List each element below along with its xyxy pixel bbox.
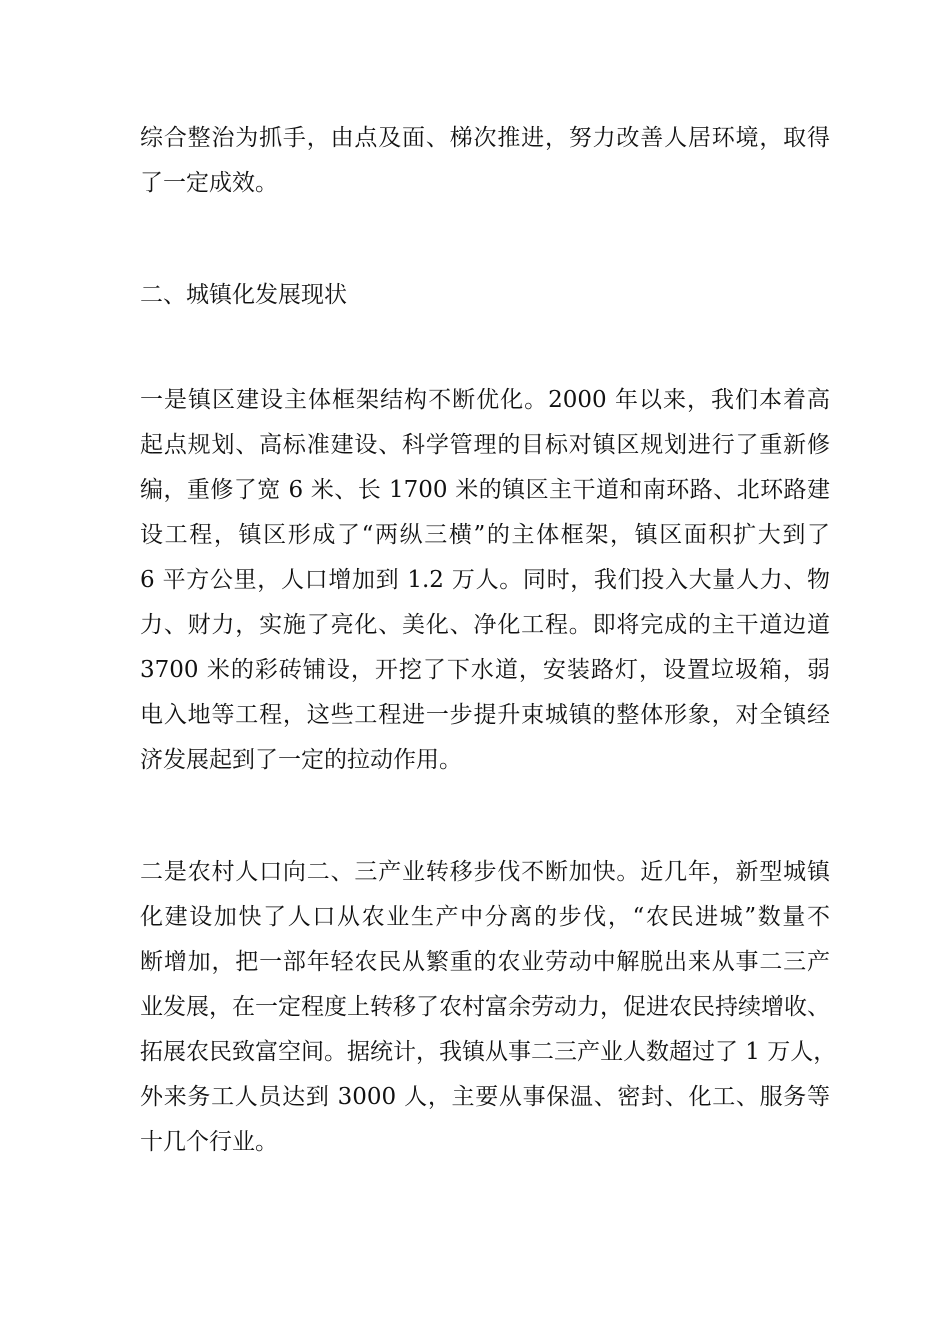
text-line: 十几个行业。 <box>140 1129 278 1155</box>
text-line: 综合整治为抓手，由点及面、梯次推进，努力改善人居环境，取得 <box>140 125 830 151</box>
text-line: 业发展，在一定程度上转移了农村富余劳动力，促进农民持续增收、 <box>140 994 830 1020</box>
text-line: 拓展农民致富空间。据统计，我镇从事二三产业人数超过了 1 万人， <box>140 1039 837 1065</box>
text-line: 了一定成效。 <box>140 170 278 196</box>
heading-text: 二、城镇化发展现状 <box>140 282 347 308</box>
text-line: 力、财力，实施了亮化、美化、净化工程。即将完成的主干道边道 <box>140 612 830 638</box>
text-line: 外来务工人员达到 3000 人，主要从事保温、密封、化工、服务等 <box>140 1084 830 1110</box>
text-line: 二是农村人口向二、三产业转移步伐不断加快。近几年，新型城镇 <box>140 859 830 885</box>
text-line: 3700 米的彩砖铺设，开挖了下水道，安装路灯，设置垃圾箱，弱 <box>140 657 830 683</box>
paragraph-intro-continuation <box>140 116 830 206</box>
text-line: 6 平方公里，人口增加到 1.2 万人。同时，我们投入大量人力、物 <box>140 567 830 593</box>
text-line: 电入地等工程，这些工程进一步提升束城镇的整体形象，对全镇经 <box>140 702 830 728</box>
text-line: 断增加，把一部年轻农民从繁重的农业劳动中解脱出来从事二三产 <box>140 949 830 975</box>
section-heading <box>140 273 830 318</box>
text-line: 济发展起到了一定的拉动作用。 <box>140 747 462 773</box>
paragraph-point-two <box>140 850 837 1165</box>
text-line: 一是镇区建设主体框架结构不断优化。2000 年以来，我们本着高 <box>140 387 830 413</box>
text-line: 起点规划、高标准建设、科学管理的目标对镇区规划进行了重新修 <box>140 432 830 458</box>
paragraph-point-one <box>140 378 830 783</box>
text-line: 编，重修了宽 6 米、长 1700 米的镇区主干道和南环路、北环路建 <box>140 477 830 503</box>
document-body <box>140 116 837 1165</box>
text-line: 设工程，镇区形成了“两纵三横”的主体框架，镇区面积扩大到了 <box>140 522 830 548</box>
text-line: 化建设加快了人口从农业生产中分离的步伐，“农民进城”数量不 <box>140 904 830 930</box>
